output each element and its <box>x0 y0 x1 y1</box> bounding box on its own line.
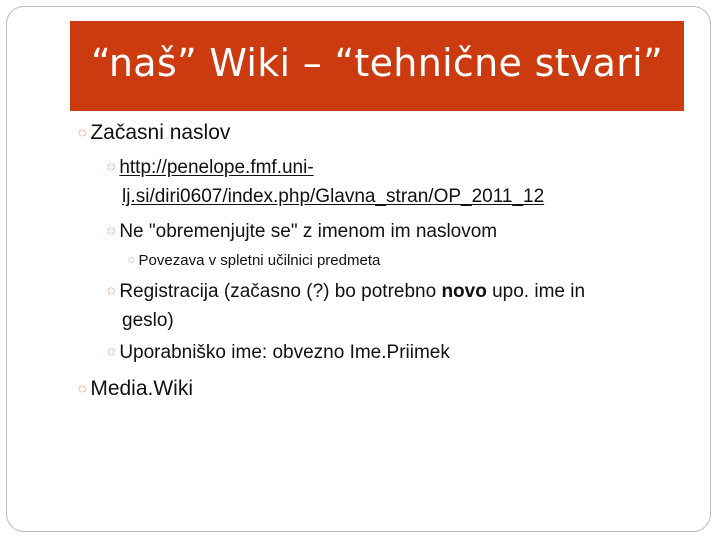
link-note-text: Povezava v spletni učilnici predmeta <box>138 252 381 269</box>
registration-prefix: Registracija (začasno (?) bo potrebno <box>119 281 442 302</box>
bullet-icon: ◌ <box>107 222 116 238</box>
registration-bold-word: novo <box>441 281 487 302</box>
bullet-icon: ◌ <box>78 380 87 396</box>
bullet-icon: ◌ <box>107 158 116 174</box>
registration-line2: geslo) <box>122 310 174 331</box>
registration-suffix: upo. ime in <box>486 281 586 302</box>
bullet-registration <box>107 281 585 303</box>
bullet-icon: ◌ <box>107 343 116 359</box>
bullet-icon: ◌ <box>78 124 87 140</box>
no-burden-text: Ne "obremenjujte se" z imenom im naslovom <box>119 221 498 242</box>
registration-continuation <box>122 310 174 332</box>
url-link-line2[interactable]: lj.si/diri0607/index.php/Glavna_stran/OP_2011_12 <box>122 186 545 207</box>
username-text: Uporabniško ime: obvezno Ime.Priimek <box>119 342 450 363</box>
bullet-temp-address <box>78 121 230 145</box>
bullet-no-burden <box>107 221 497 243</box>
mediawiki-label: Media.Wiki <box>90 377 194 400</box>
bullet-icon: ◌ <box>128 254 135 266</box>
url-link-line1[interactable]: http://penelope.fmf.uni- <box>119 157 314 178</box>
bullet-icon: ◌ <box>107 282 116 298</box>
url-continuation[interactable] <box>122 186 544 208</box>
bullet-mediawiki <box>78 377 193 401</box>
temp-address-label: Začasni naslov <box>90 121 231 144</box>
bullet-link-note <box>128 252 380 269</box>
bullet-url[interactable] <box>107 157 314 179</box>
slide-title: “naš” Wiki – “tehnične stvari” <box>90 41 664 85</box>
title-bar <box>70 21 684 111</box>
bullet-username <box>107 342 450 364</box>
